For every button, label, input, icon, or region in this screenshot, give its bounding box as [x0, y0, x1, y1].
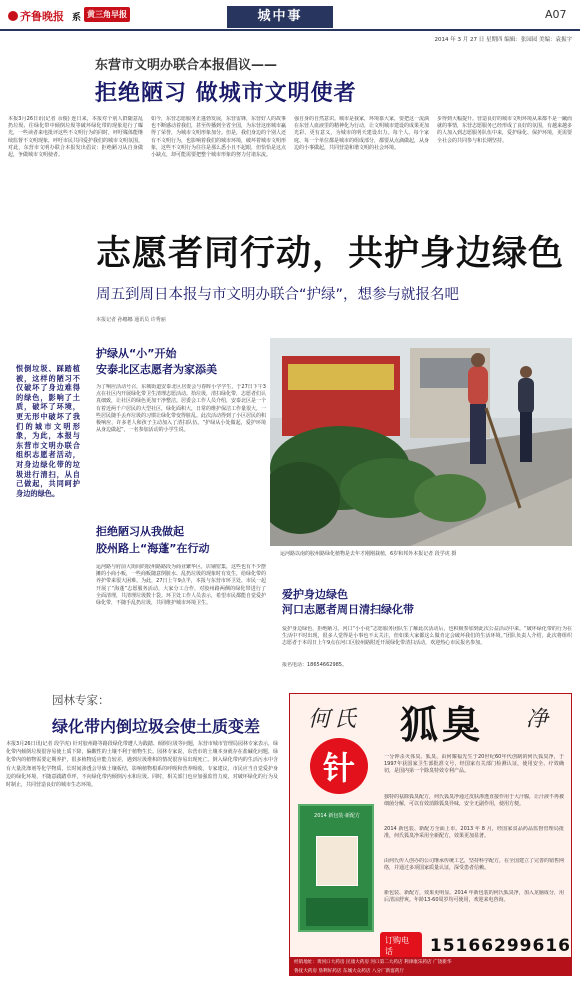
ad-bottom-line-1: 经销地址：黄河口大药房 民康大药房 河口第二大药店 利津康乐药店 广饶新华: [294, 960, 452, 965]
ad-paragraph-5: 新包装、新配方，效果更明显。2014 年新包装的何氏狐臭净，加入龙脑成分，用后清凉舒爽。年龄13-60周岁均可使用，欢迎来电咨询。: [384, 890, 564, 904]
section3-text: 爱护身边绿色，拒绝陋习。河口“小小花”志愿服务团队生了解此次活动后，也积极参加到此次公益活动中来。“破坏绿化带的行为在生活中不时出现，很多人觉得是小事也不太关注，但如果大家都这么做肯定会破坏我们的生活环境。”团队负责人介绍，此次将组织志愿者于本周日上午9点在河口区胶州路附近开展绿化带清扫活动，欢迎热心市民报名参加。: [282, 626, 572, 647]
series-label: 系: [72, 13, 82, 23]
ad-stamp-text: 针: [322, 749, 355, 787]
ad-bottom-line-2: 鲁抚大药房 垦利好药店 东城大众药店 八分厂新宴药厅: [294, 969, 405, 974]
lead-col-4: 步得到大幅提升。营造良好的城市文明环境从来都不是一蹴而就的事情，东营志愿服务已经形成了良好的氛围，有越来越多的人加入到志愿服务队伍中来，爱护绿化、保护环境，更需要全社会的共同参与和长期坚持。: [437, 116, 572, 144]
feature-byline: 本报记者 孙娜娜 通讯员 许秀丽: [96, 317, 166, 323]
ad-paragraph-4: 由何氏传人创办的公司继承传统工艺，坚持科学配方，在全国建立了完善的销售网络，并通过多项国家质量认证，深受患者信赖。: [384, 858, 564, 872]
lead-body: [8, 116, 572, 206]
lead-headline: 拒绝陋习 做城市文明使者: [95, 81, 357, 106]
date-line: 2014 年 3 月 27 日 星期四 编辑：张园园 美编：袁振宇: [434, 37, 572, 43]
feature-subhead: 周五到周日本报与市文明办联合“护绿”，想参与就报名吧: [96, 287, 460, 303]
header-rule: [0, 29, 580, 31]
photo-illustration: [270, 338, 572, 546]
lead-col-3: 强自身的自然意识。城市是我家，环境靠大家，要把这一流淌在东营人血液里的精神化为行动，让文明城市建设的成果更加光彩、更有意义，为城市的明天建设出力。每个人、每个家庭、每一个单位都是城市的组成部分，都要从点滴做起，从身边的小事做起，共同营造和谐文明的社会环境。: [294, 116, 429, 151]
edition-badge: 黄三角早报: [84, 7, 130, 22]
hotline-label: 订购电话: [380, 932, 422, 960]
expert-headline: 绿化带内倒垃圾会使土质变差: [52, 717, 261, 736]
quote-box: [16, 364, 80, 550]
ad-bottom-bar: [290, 957, 572, 976]
section1-text: 为了响应活动号召，东城街道安泰北区居委会与春晖小学学生，于27日下午3点在社区内开展绿化带卫生清理志愿活动。拾垃圾，清扫绿化带，志愿者们认真细致，让社区的绿色更加干净整洁。居委会工作人员介绍，安泰北区是一个有着近两千户居民的大型社区，绿化面积大，日常的维护保洁工作量很大，一些居民随手丢弃垃圾的习惯让绿化带变得脏乱。此次活动得到了小区居民的积极响应，许多老人和孩子主动加入了清扫队伍。“护绿从小处做起，爱护环境从身边做起”，一名参加活动的小学生说。: [96, 384, 266, 434]
newspaper-logo: [8, 6, 70, 26]
advertisement: [289, 693, 572, 976]
ad-brand: 何氏: [308, 707, 361, 732]
ad-suffix: 净: [526, 707, 549, 732]
section2-title-b: 胶州路上“海蓬”在行动: [96, 542, 210, 555]
hotline-number: 15166299616: [429, 936, 571, 956]
section1-title-a: 护绿从“小”开始: [96, 347, 177, 360]
photo-caption: 运河路以南的胶州路绿化植物是去年才刚刚栽植，6岁和邦外本报记者 段学虎 摄: [280, 551, 457, 557]
masthead: [0, 0, 580, 43]
registration-phone: 报名电话：18654662985。: [282, 662, 347, 668]
ad-stamp: [310, 738, 368, 794]
section3-title-a: 爱护身边绿色: [282, 588, 348, 601]
product-portrait: [316, 836, 358, 886]
product-box-label: 2014 新包装·新配方: [314, 813, 360, 819]
ad-paragraph-1: 一分钟杀灭体臭、狐臭，由何耀福先生于20世纪60年代创制的何氏狐臭净，于1997年获国家卫生部批准文号，经国家有关部门检测认证，使用安全、疗效确切，是国内第一个除臭特效专利产品。: [384, 754, 564, 775]
expert-label: 园林专家：: [52, 693, 110, 707]
lead-col-2: 如今，东营志愿服务正蓬勃发展，东营雷锋，东营好人的故事也不断感动着我们，甚至传播到全省全国，为东营这座城市赢得了荣誉，为城市文明形象加分。但是，我们身边的个别人还有不文明行为，也影响着我们的城市环境，破坏着城市文明形象，这些不文明行为往往是那么悉小且不起眼，但恰恰是这点小缺点，却可能需要把整个城市形象的努力付诸东流。: [151, 116, 286, 159]
lead-kicker: 东营市文明办联合本报倡议——: [95, 58, 278, 73]
logo-text: 齐鲁晚报: [20, 10, 64, 23]
feature-headline: 志愿者同行动，共护身边绿色: [96, 234, 565, 274]
ad-hotline: [380, 932, 571, 960]
lead-col-1: 本报3月26日讯(记者 余俊) 连日来，本报对个别人群随意乱扔垃圾、往绿化带中倾倒垃圾等破坏绿化带的现象进行了曝光，一些读者来电批评这些不文明行为的同时，呼吁媒体能继续监督不文明现象，呼吁市民共同爱护我们的城市文明氛围。对此，东营市文明办联合本报发出倡议：拒绝陋习从自身做起，争做城市文明使者。: [8, 116, 143, 159]
ad-paragraph-3: 2014 新包装、新配方全面上市。2013 年 8 月，经国家食品药品监督管理局批准，何氏狐臭净采用全新配方，效果更加显著。: [384, 826, 564, 840]
product-box-shade: [306, 898, 368, 926]
section3-title-b: 河口志愿者周日清扫绿化带: [282, 603, 414, 616]
news-photo: [270, 338, 572, 546]
section2-title-a: 拒绝陋习从我做起: [96, 525, 184, 538]
logo-circle-icon: [8, 11, 18, 21]
section-tab: 城中事: [227, 6, 333, 28]
quote-text: 恨倒垃圾、踩踏植被，这样的陋习不仅破坏了身边难得的绿色，影响了土质，破坏了环境，更无形中破坏了我们的城市文明形象，为此，本报与东营市文明办联合组织志愿者活动，对身边绿化带的垃圾进行清扫，从自己做起，共同呵护身边的绿色。: [16, 364, 80, 498]
section2-text: 运河路与府前大街间的胶州路路段为商业繁华区，店铺密集，这些也有不少摆摊的小商小贩，一些商贩随意倒脏水、乱扔垃圾的现象时有发生，给绿化带的养护带来很大困难。为此，27日上午9点半，本报与东营市环卫处、市民一起开展了“海蓬”志愿服务活动，大家分工合作，对胶州路两侧的绿化带进行了全面清理，共清理垃圾数十袋。环卫处工作人员表示，希望市民都能自觉爱护绿化带，不随手乱扔垃圾，共同维护城市环境卫生。: [96, 564, 266, 607]
product-box: [298, 804, 374, 932]
section1-title-b: 安泰北区志愿者为家添美: [96, 363, 217, 376]
page-number: A07: [545, 8, 567, 21]
ad-paragraph-2: 独特的祛除狐臭配方，何氏狐臭净通过皮肤渗透直接作用于大汗腺，让汗液不再被细菌分解，可以有效消除狐臭异味，安全无副作用，使用方便。: [384, 794, 564, 808]
expert-text: 本报3月26日讯(记者 段学虎) 针对胶州路等路段绿化带遭人为践踏、倾倒垃圾等问题，东营市城市管理局园林专家表示，绿化带内倾倒垃圾很容易使土质下降，偏酸性的土壤不利于植物生长。园林专家说，东营市的土壤本身就存在盐碱化问题，绿化带内的植物需要定期养护，很多植物适应能力较差，遇到垃圾堆积的情况很容易出现死亡。倒入绿化带内的生活污水中含有大量洗涤剂等化学物质，长时间渗透会导致土壤板结，影响植物根系的呼吸和营养吸收。专家建议，市民应当自觉爱护身边的绿化环境，不随意践踏草坪，不向绿化带内倾倒污水和垃圾。同时，相关部门也应加强监管力度，对破坏绿化的行为及时制止，共同营造良好的城市生态环境。: [6, 741, 278, 789]
ad-product: 狐臭: [400, 702, 485, 747]
